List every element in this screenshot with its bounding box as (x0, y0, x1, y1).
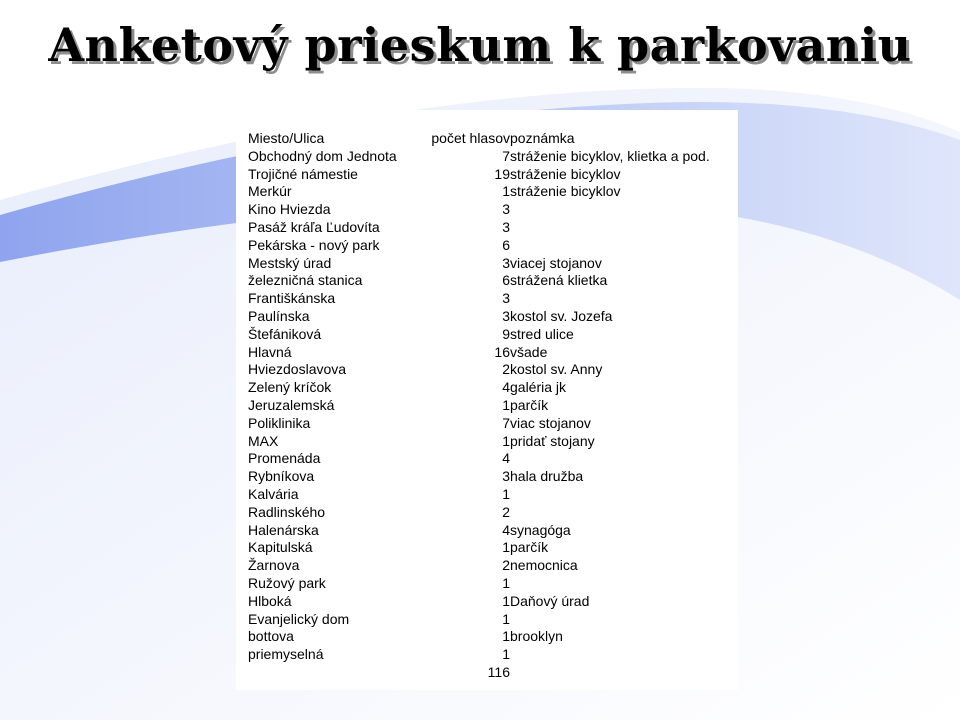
cell-note: viac stojanov (510, 414, 591, 431)
table-row (248, 593, 740, 611)
cell-votes: 6 (502, 272, 510, 289)
cell-note: nemocnica (510, 557, 578, 574)
table-row (248, 290, 740, 308)
table-row (248, 557, 740, 575)
table-row (248, 415, 740, 433)
cell-note (510, 290, 740, 308)
cell-place: železničná stanica (248, 272, 363, 289)
cell-place: Kino Hviezda (248, 201, 331, 218)
cell-place: Žarnova (248, 557, 300, 574)
table-row (248, 237, 740, 255)
cell-place: Kapitulská (248, 539, 313, 556)
cell-note: stráženie bicyklov (510, 165, 621, 182)
table-row (248, 504, 740, 522)
cell-votes: 1 (502, 646, 510, 663)
cell-votes: 2 (502, 361, 510, 378)
cell-place: Paulínska (248, 307, 310, 324)
table-row (248, 450, 740, 468)
header-votes: počet hlasov (431, 130, 510, 146)
cell-votes: 2 (502, 503, 510, 520)
table-row (248, 575, 740, 593)
cell-note: viacej stojanov (510, 254, 602, 271)
cell-place: Jeruzalemská (248, 396, 335, 413)
cell-votes: 3 (502, 468, 510, 485)
table-row (248, 611, 740, 629)
cell-note: kostol sv. Jozefa (510, 307, 613, 324)
cell-note: stráženie bicyklov, klietka a pod. (510, 147, 710, 164)
cell-note: parčík (510, 396, 549, 413)
cell-note (510, 611, 740, 629)
cell-note: kostol sv. Anny (510, 361, 603, 378)
table-row (248, 486, 740, 504)
cell-place: Štefániková (248, 325, 322, 342)
cell-votes: 3 (502, 201, 510, 218)
cell-note: všade (510, 343, 548, 360)
cell-note: synagóga (510, 521, 571, 538)
cell-votes: 1 (502, 628, 510, 645)
table-row (248, 219, 740, 237)
table-row (248, 539, 740, 557)
cell-votes: 1 (502, 539, 510, 556)
cell-note: galéria jk (510, 379, 567, 396)
header-note: poznámka (510, 130, 575, 146)
cell-votes: 16 (494, 343, 510, 360)
cell-place: MAX (248, 432, 279, 449)
cell-place: Kalvária (248, 485, 299, 502)
cell-votes: 7 (502, 414, 510, 431)
table-row (248, 272, 740, 290)
cell-place: Trojičné námestie (248, 165, 358, 182)
parking-survey-table (248, 130, 740, 682)
cell-note (510, 486, 740, 504)
cell-note: strážená klietka (510, 272, 608, 289)
cell-place: Hlavná (248, 343, 292, 360)
cell-votes: 1 (502, 432, 510, 449)
table-row (248, 628, 740, 646)
cell-votes: 19 (494, 165, 510, 182)
cell-note (510, 450, 740, 468)
cell-note (510, 201, 740, 219)
cell-votes: 9 (502, 325, 510, 342)
table-row (248, 397, 740, 415)
table-row (248, 522, 740, 540)
cell-note: pridať stojany (510, 432, 595, 449)
table-row (248, 308, 740, 326)
cell-note: stred ulice (510, 325, 574, 342)
table-row (248, 468, 740, 486)
table-row (248, 646, 740, 664)
cell-place: Promenáda (248, 450, 321, 467)
cell-place: priemyselná (248, 646, 324, 663)
cell-votes: 6 (502, 236, 510, 253)
table-row (248, 433, 740, 451)
cell-votes: 3 (502, 307, 510, 324)
cell-place: Zelený kríčok (248, 379, 332, 396)
table-header-row (248, 130, 740, 148)
cell-place: Františkánska (248, 290, 336, 307)
table-row (248, 326, 740, 344)
cell-place: Radlinského (248, 503, 326, 520)
total-row (248, 664, 740, 682)
header-place: Miesto/Ulica (248, 130, 325, 146)
cell-note (510, 575, 740, 593)
cell-place: Pasáž kráľa Ľudovíta (248, 218, 380, 235)
table-row (248, 201, 740, 219)
cell-place: Ružový park (248, 574, 326, 591)
cell-note: Daňový úrad (510, 592, 590, 609)
table-row (248, 166, 740, 184)
cell-votes: 4 (502, 521, 510, 538)
cell-votes: 1 (502, 574, 510, 591)
table-row (248, 183, 740, 201)
cell-votes: 4 (502, 450, 510, 467)
cell-note: stráženie bicyklov (510, 183, 621, 200)
cell-place: Halenárska (248, 521, 319, 538)
cell-votes: 3 (502, 290, 510, 307)
table-row (248, 361, 740, 379)
cell-place: Merkúr (248, 183, 292, 200)
cell-votes: 2 (502, 557, 510, 574)
cell-votes: 1 (502, 396, 510, 413)
cell-place: Hviezdoslavova (248, 361, 347, 378)
cell-note (510, 237, 740, 255)
cell-votes: 1 (502, 485, 510, 502)
cell-place: Poliklinika (248, 414, 311, 431)
cell-place: Mestský úrad (248, 254, 332, 271)
cell-votes: 4 (502, 379, 510, 396)
total-note-spacer (510, 664, 740, 682)
cell-votes: 1 (502, 610, 510, 627)
table-row (248, 379, 740, 397)
cell-votes: 1 (502, 592, 510, 609)
cell-note: parčík (510, 539, 549, 556)
cell-note: hala družba (510, 468, 584, 485)
cell-note: brooklyn (510, 628, 563, 645)
cell-place: Obchodný dom Jednota (248, 147, 397, 164)
table-row (248, 255, 740, 273)
cell-note (510, 646, 740, 664)
cell-votes: 3 (502, 218, 510, 235)
cell-votes: 7 (502, 147, 510, 164)
cell-votes: 3 (502, 254, 510, 271)
cell-votes: 1 (502, 183, 510, 200)
table-row (248, 344, 740, 362)
cell-place: Rybníkova (248, 468, 315, 485)
cell-note (510, 504, 740, 522)
cell-note (510, 219, 740, 237)
cell-place: Pekárska - nový park (248, 236, 380, 253)
cell-place: Hlboká (248, 592, 292, 609)
cell-place: bottova (248, 628, 294, 645)
total-spacer (248, 664, 424, 682)
total-votes: 116 (487, 663, 510, 680)
slide-title: Anketový prieskum k parkovaniu (48, 18, 912, 72)
table-row (248, 148, 740, 166)
cell-place: Evanjelický dom (248, 610, 350, 627)
